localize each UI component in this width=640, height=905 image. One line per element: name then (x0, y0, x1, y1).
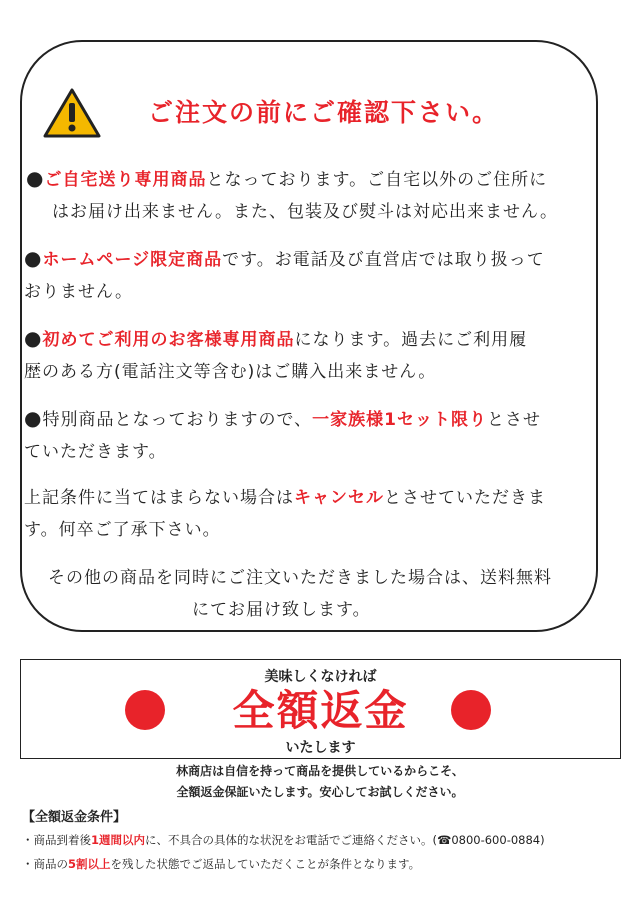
confidence-line: 林商店は自信を持って商品を提供しているからこそ、 (176, 764, 464, 778)
highlight-web-only: ホームページ限定商品 (42, 250, 223, 270)
text: 上記条件に当てはまらない場合は (24, 488, 294, 508)
text: になります。過去にご利用履 (294, 330, 528, 350)
condition-item (22, 856, 420, 872)
text: を残した状態でご返品していただくことが条件となります。 (110, 857, 421, 871)
highlight-home-delivery: ご自宅送り専用商品 (44, 170, 207, 190)
highlight-cancel: キャンセル (294, 488, 384, 508)
notice-cancel (24, 482, 546, 546)
highlight-first-time: 初めてご利用のお客様専用商品 (42, 330, 295, 350)
text: に、不具合の具体的な状況をお電話でご連絡ください。( (145, 833, 437, 847)
text: とさせていただきま (384, 488, 546, 508)
warning-triangle-icon (42, 87, 102, 139)
text: おりません。 (24, 282, 134, 302)
bullet: ● (26, 166, 45, 190)
text: ) (540, 833, 545, 847)
text: にてお届け致します。 (192, 600, 371, 620)
notice-one-per-family (24, 402, 541, 468)
text: となっております。ご自宅以外のご住所に (206, 170, 548, 190)
highlight-half-remaining: 5割以上 (68, 857, 111, 871)
notice-first-time (24, 322, 527, 388)
text: とさせ (486, 410, 541, 430)
notice-web-only (24, 242, 545, 308)
text: 特別商品となっておりますので、 (42, 410, 313, 430)
conditions-heading: 【全額返金条件】 (22, 810, 127, 825)
refund-headline: 全額返金 (232, 686, 409, 735)
text: す。何卒ご了承下さい。 (24, 520, 221, 540)
text: ・商品の (22, 857, 68, 871)
text: ・商品到着後 (22, 833, 91, 847)
text: その他の商品を同時にご注文いただきました場合は、送料無料 (48, 568, 552, 588)
bullet: ● (24, 246, 43, 270)
text: 歴のある方(電話注文等含む)はご購入出来ません。 (24, 362, 437, 382)
refund-banner (20, 659, 621, 759)
confidence-line: 全額返金保証いたします。安心してお試しください。 (176, 785, 464, 799)
highlight-one-week: 1週間以内 (91, 833, 146, 847)
highlight-one-per-family: 一家族様1セット限り (312, 410, 487, 430)
bullet: ● (24, 406, 43, 430)
refund-subtitle: 美味しくなければ (264, 669, 377, 685)
notice-free-shipping (48, 562, 552, 626)
refund-caption: いたします (285, 740, 356, 756)
notice-title: ご注文の前にご確認下さい。 (148, 98, 500, 127)
text: です。お電話及び直営店では取り扱って (222, 250, 545, 270)
text: はお届け出来ません。また、包装及び熨斗は対応出来ません。 (52, 202, 559, 222)
phone-number[interactable]: 0800-600-0884 (451, 833, 541, 847)
phone-icon: ☎ (437, 833, 452, 847)
bullet: ● (24, 326, 43, 350)
condition-item (22, 832, 545, 848)
notice-home-delivery (26, 162, 558, 228)
text: ていただきます。 (24, 442, 167, 462)
